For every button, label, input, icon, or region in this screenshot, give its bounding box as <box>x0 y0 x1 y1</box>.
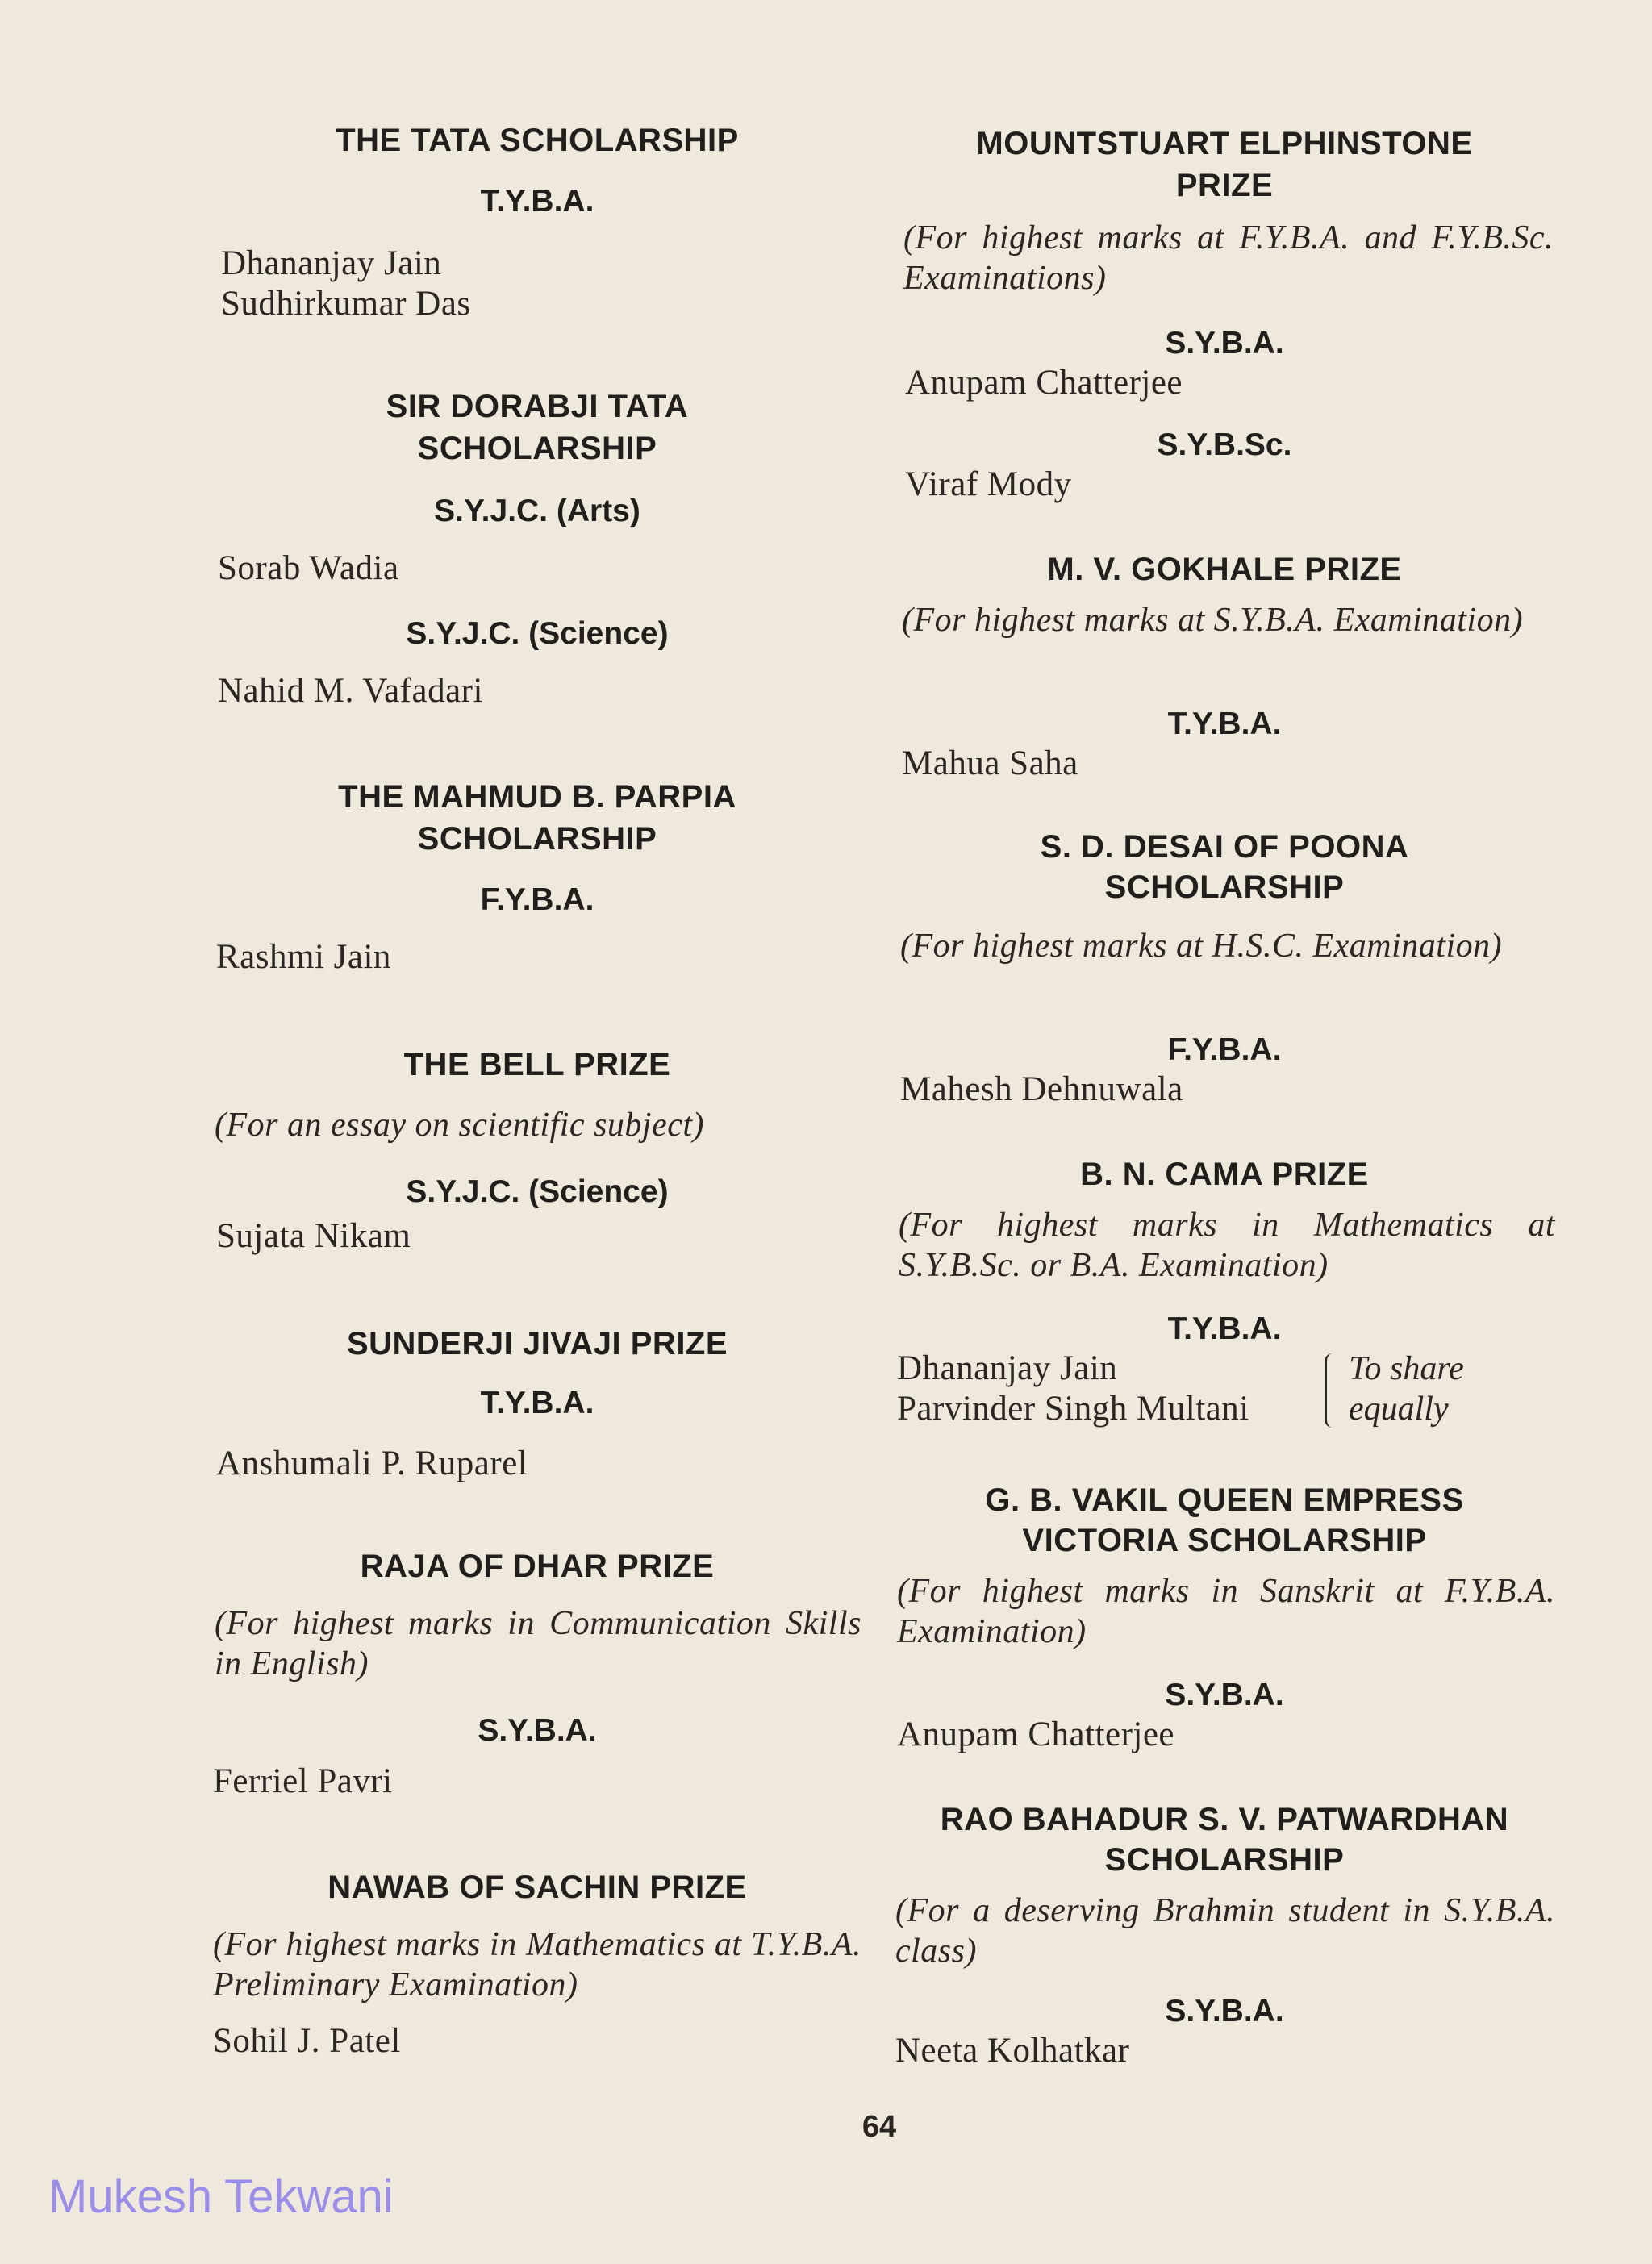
parpia-title-line-2: SCHOLARSHIP <box>417 821 657 857</box>
cama-prize-share-note <box>1349 1349 1464 1429</box>
cama-prize-title: B. N. CAMA PRIZE <box>1080 1157 1369 1192</box>
tata-scholarship-name-2: Sudhirkumar Das <box>221 285 471 323</box>
elphinstone-title-line-1: MOUNTSTUART ELPHINSTONE <box>976 126 1473 161</box>
sunderji-prize-class: T.Y.B.A. <box>480 1386 594 1420</box>
desai-title-line-1: S. D. DESAI OF POONA <box>1040 829 1409 865</box>
patwardhan-title-line-1: RAO BAHADUR S. V. PATWARDHAN <box>940 1802 1509 1837</box>
cama-prize-name-1: Dhananjay Jain <box>897 1349 1118 1387</box>
elphinstone-name-2: Viraf Mody <box>905 465 1072 503</box>
dorabji-title-line-1: SIR DORABJI TATA <box>386 389 689 424</box>
sachin-prize-name: Sohil J. Patel <box>213 2022 401 2060</box>
share-brace-icon <box>1325 1353 1335 1428</box>
desai-description: (For highest marks at H.S.C. Examination) <box>900 928 1503 965</box>
page-number: 64 <box>861 2110 897 2144</box>
desai-title-line-2: SCHOLARSHIP <box>1104 869 1345 905</box>
bell-prize-title: THE BELL PRIZE <box>403 1047 671 1082</box>
parpia-class: F.Y.B.A. <box>480 882 594 917</box>
elphinstone-class-2: S.Y.B.Sc. <box>1157 427 1292 462</box>
desai-name: Mahesh Dehnuwala <box>900 1070 1183 1108</box>
dorabji-class-science: S.Y.J.C. (Science) <box>406 616 669 651</box>
tata-scholarship-class: T.Y.B.A. <box>480 184 594 219</box>
elphinstone-name-1: Anupam Chatterjee <box>905 364 1183 402</box>
elphinstone-description: (For highest marks at F.Y.B.A. and F.Y.B.Sc. Examinations) <box>903 219 1554 297</box>
gokhale-prize-name: Mahua Saha <box>902 744 1078 782</box>
parpia-title-line-1: THE MAHMUD B. PARPIA <box>338 779 736 815</box>
cama-prize-description: (For highest marks in Mathematics at S.Y.B.Sc. or B.A. Examination) <box>899 1207 1555 1284</box>
sunderji-prize-name: Anshumali P. Ruparel <box>216 1445 528 1482</box>
cama-prize-name-2: Parvinder Singh Multani <box>897 1390 1249 1428</box>
vakil-title-line-2: VICTORIA SCHOLARSHIP <box>1022 1523 1427 1558</box>
cama-prize-shared-winners <box>897 1349 1558 1429</box>
sachin-prize-title: NAWAB OF SACHIN PRIZE <box>327 1870 747 1905</box>
tata-scholarship-title: THE TATA SCHOLARSHIP <box>336 123 739 158</box>
dhar-prize-name: Ferriel Pavri <box>213 1762 393 1800</box>
gokhale-prize-class: T.Y.B.A. <box>1167 707 1282 741</box>
patwardhan-description: (For a deserving Brahmin student in S.Y.B.A. class) <box>895 1892 1555 1970</box>
cama-prize-class: T.Y.B.A. <box>1167 1311 1282 1346</box>
sunderji-prize-title: SUNDERJI JIVAJI PRIZE <box>346 1326 728 1361</box>
bell-prize-description: (For an essay on scientific subject) <box>215 1107 705 1144</box>
dorabji-name-science: Nahid M. Vafadari <box>218 672 483 710</box>
share-note-line-2: equally <box>1349 1391 1449 1428</box>
dorabji-name-arts: Sorab Wadia <box>218 549 399 587</box>
elphinstone-title-line-2: PRIZE <box>1175 168 1274 203</box>
share-note-line-1: To share <box>1349 1350 1464 1387</box>
patwardhan-name: Neeta Kolhatkar <box>895 2032 1130 2070</box>
vakil-class: S.Y.B.A. <box>1165 1678 1284 1712</box>
gokhale-prize-description: (For highest marks at S.Y.B.A. Examination) <box>902 602 1524 639</box>
elphinstone-class-1: S.Y.B.A. <box>1165 326 1284 361</box>
vakil-name: Anupam Chatterjee <box>897 1716 1175 1753</box>
patwardhan-title-line-2: SCHOLARSHIP <box>1104 1842 1345 1878</box>
tata-scholarship-name-1: Dhananjay Jain <box>221 244 442 282</box>
vakil-description: (For highest marks in Sanskrit at F.Y.B.A. Examination) <box>897 1573 1555 1650</box>
dorabji-class-arts: S.Y.J.C. (Arts) <box>434 494 640 528</box>
dorabji-title-line-2: SCHOLARSHIP <box>417 431 657 466</box>
patwardhan-class: S.Y.B.A. <box>1165 1994 1284 2028</box>
dhar-prize-title: RAJA OF DHAR PRIZE <box>360 1549 715 1584</box>
gokhale-prize-title: M. V. GOKHALE PRIZE <box>1047 552 1402 587</box>
dhar-prize-description: (For highest marks in Communication Skills in English) <box>215 1605 861 1682</box>
vakil-title-line-1: G. B. VAKIL QUEEN EMPRESS <box>985 1482 1464 1518</box>
sachin-prize-description: (For highest marks in Mathematics at T.Y.B.A. Preliminary Examination) <box>213 1926 861 2003</box>
dhar-prize-class: S.Y.B.A. <box>478 1713 597 1748</box>
bell-prize-name: Sujata Nikam <box>216 1217 411 1255</box>
parpia-name: Rashmi Jain <box>216 938 391 976</box>
bell-prize-class: S.Y.J.C. (Science) <box>406 1174 669 1209</box>
watermark-text: Mukesh Tekwani <box>48 2170 394 2223</box>
desai-class: F.Y.B.A. <box>1167 1032 1282 1067</box>
